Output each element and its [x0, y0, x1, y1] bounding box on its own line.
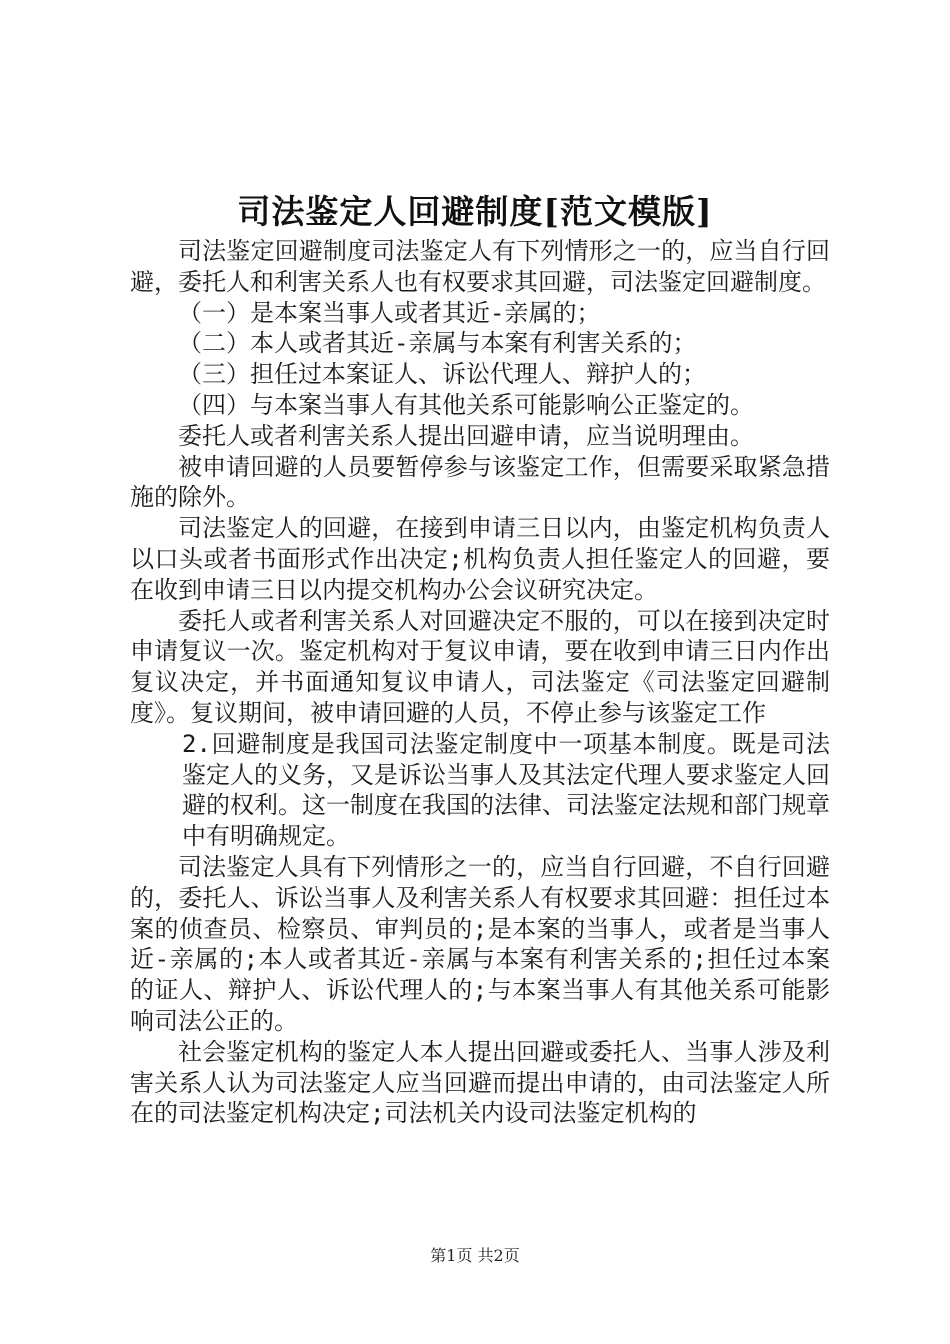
paragraph-suspend: 被申请回避的人员要暂停参与该鉴定工作，但需要采取紧急措施的除外。	[130, 452, 830, 512]
paragraph-review: 委托人或者利害关系人对回避决定不服的，可以在接到决定时申请复议一次。鉴定机构对于复议申请，要在收到申请三日内作出复议决定，并书面通知复议申请人，司法鉴定《司法鉴定回避制度》。复议期间，被申请回避的人员，不停止参与该鉴定工作	[130, 606, 830, 727]
paragraph-decision: 司法鉴定人的回避，在接到申请三日以内，由鉴定机构负责人以口头或者书面形式作出决定;机构负责人担任鉴定人的回避，要在收到申请三日以内提交机构办公会议研究决定。	[130, 514, 830, 604]
document-title: 司法鉴定人回避制度[范文模版]	[237, 192, 713, 231]
paragraph-basic-system: 2.回避制度是我国司法鉴定制度中一项基本制度。既是司法鉴定人的义务，又是诉讼当事人及其法定代理人要求鉴定人回避的权利。这一制度在我国的法律、司法鉴定法规和部门规章中有明确规定。	[182, 729, 830, 851]
paragraph-reason: 委托人或者利害关系人提出回避申请，应当说明理由。	[178, 421, 754, 450]
list-item-3: （三）担任过本案证人、诉讼代理人、辩护人的；	[178, 360, 706, 389]
paragraph-social-institutions: 社会鉴定机构的鉴定人本人提出回避或委托人、当事人涉及利害关系人认为司法鉴定人应当回避而提出申请的，由司法鉴定人所在的司法鉴定机构决定;司法机关内设司法鉴定机构的	[130, 1037, 830, 1128]
page-number-footer: 第1页 共2页	[430, 1246, 520, 1265]
document-body	[130, 236, 830, 1129]
list-item-1: （一）是本案当事人或者其近-亲属的；	[178, 298, 601, 327]
list-item-4: （四）与本案当事人有其他关系可能影响公正鉴定的。	[178, 390, 754, 419]
list-item-2: （二）本人或者其近-亲属与本案有利害关系的；	[178, 329, 697, 358]
paragraph-circumstances: 司法鉴定人具有下列情形之一的，应当自行回避，不自行回避的，委托人、诉讼当事人及利害关系人有权要求其回避：担任过本案的侦查员、检察员、审判员的;是本案的当事人，或者是当事人近-亲属的;本人或者其近-亲属与本案有利害关系的;担任过本案的证人、辩护人、诉讼代理人的;与本案当事人有其他关系可能影响司法公正的。	[130, 852, 830, 1035]
paragraph-intro: 司法鉴定回避制度司法鉴定人有下列情形之一的，应当自行回避，委托人和利害关系人也有权要求其回避，司法鉴定回避制度。	[130, 237, 830, 296]
